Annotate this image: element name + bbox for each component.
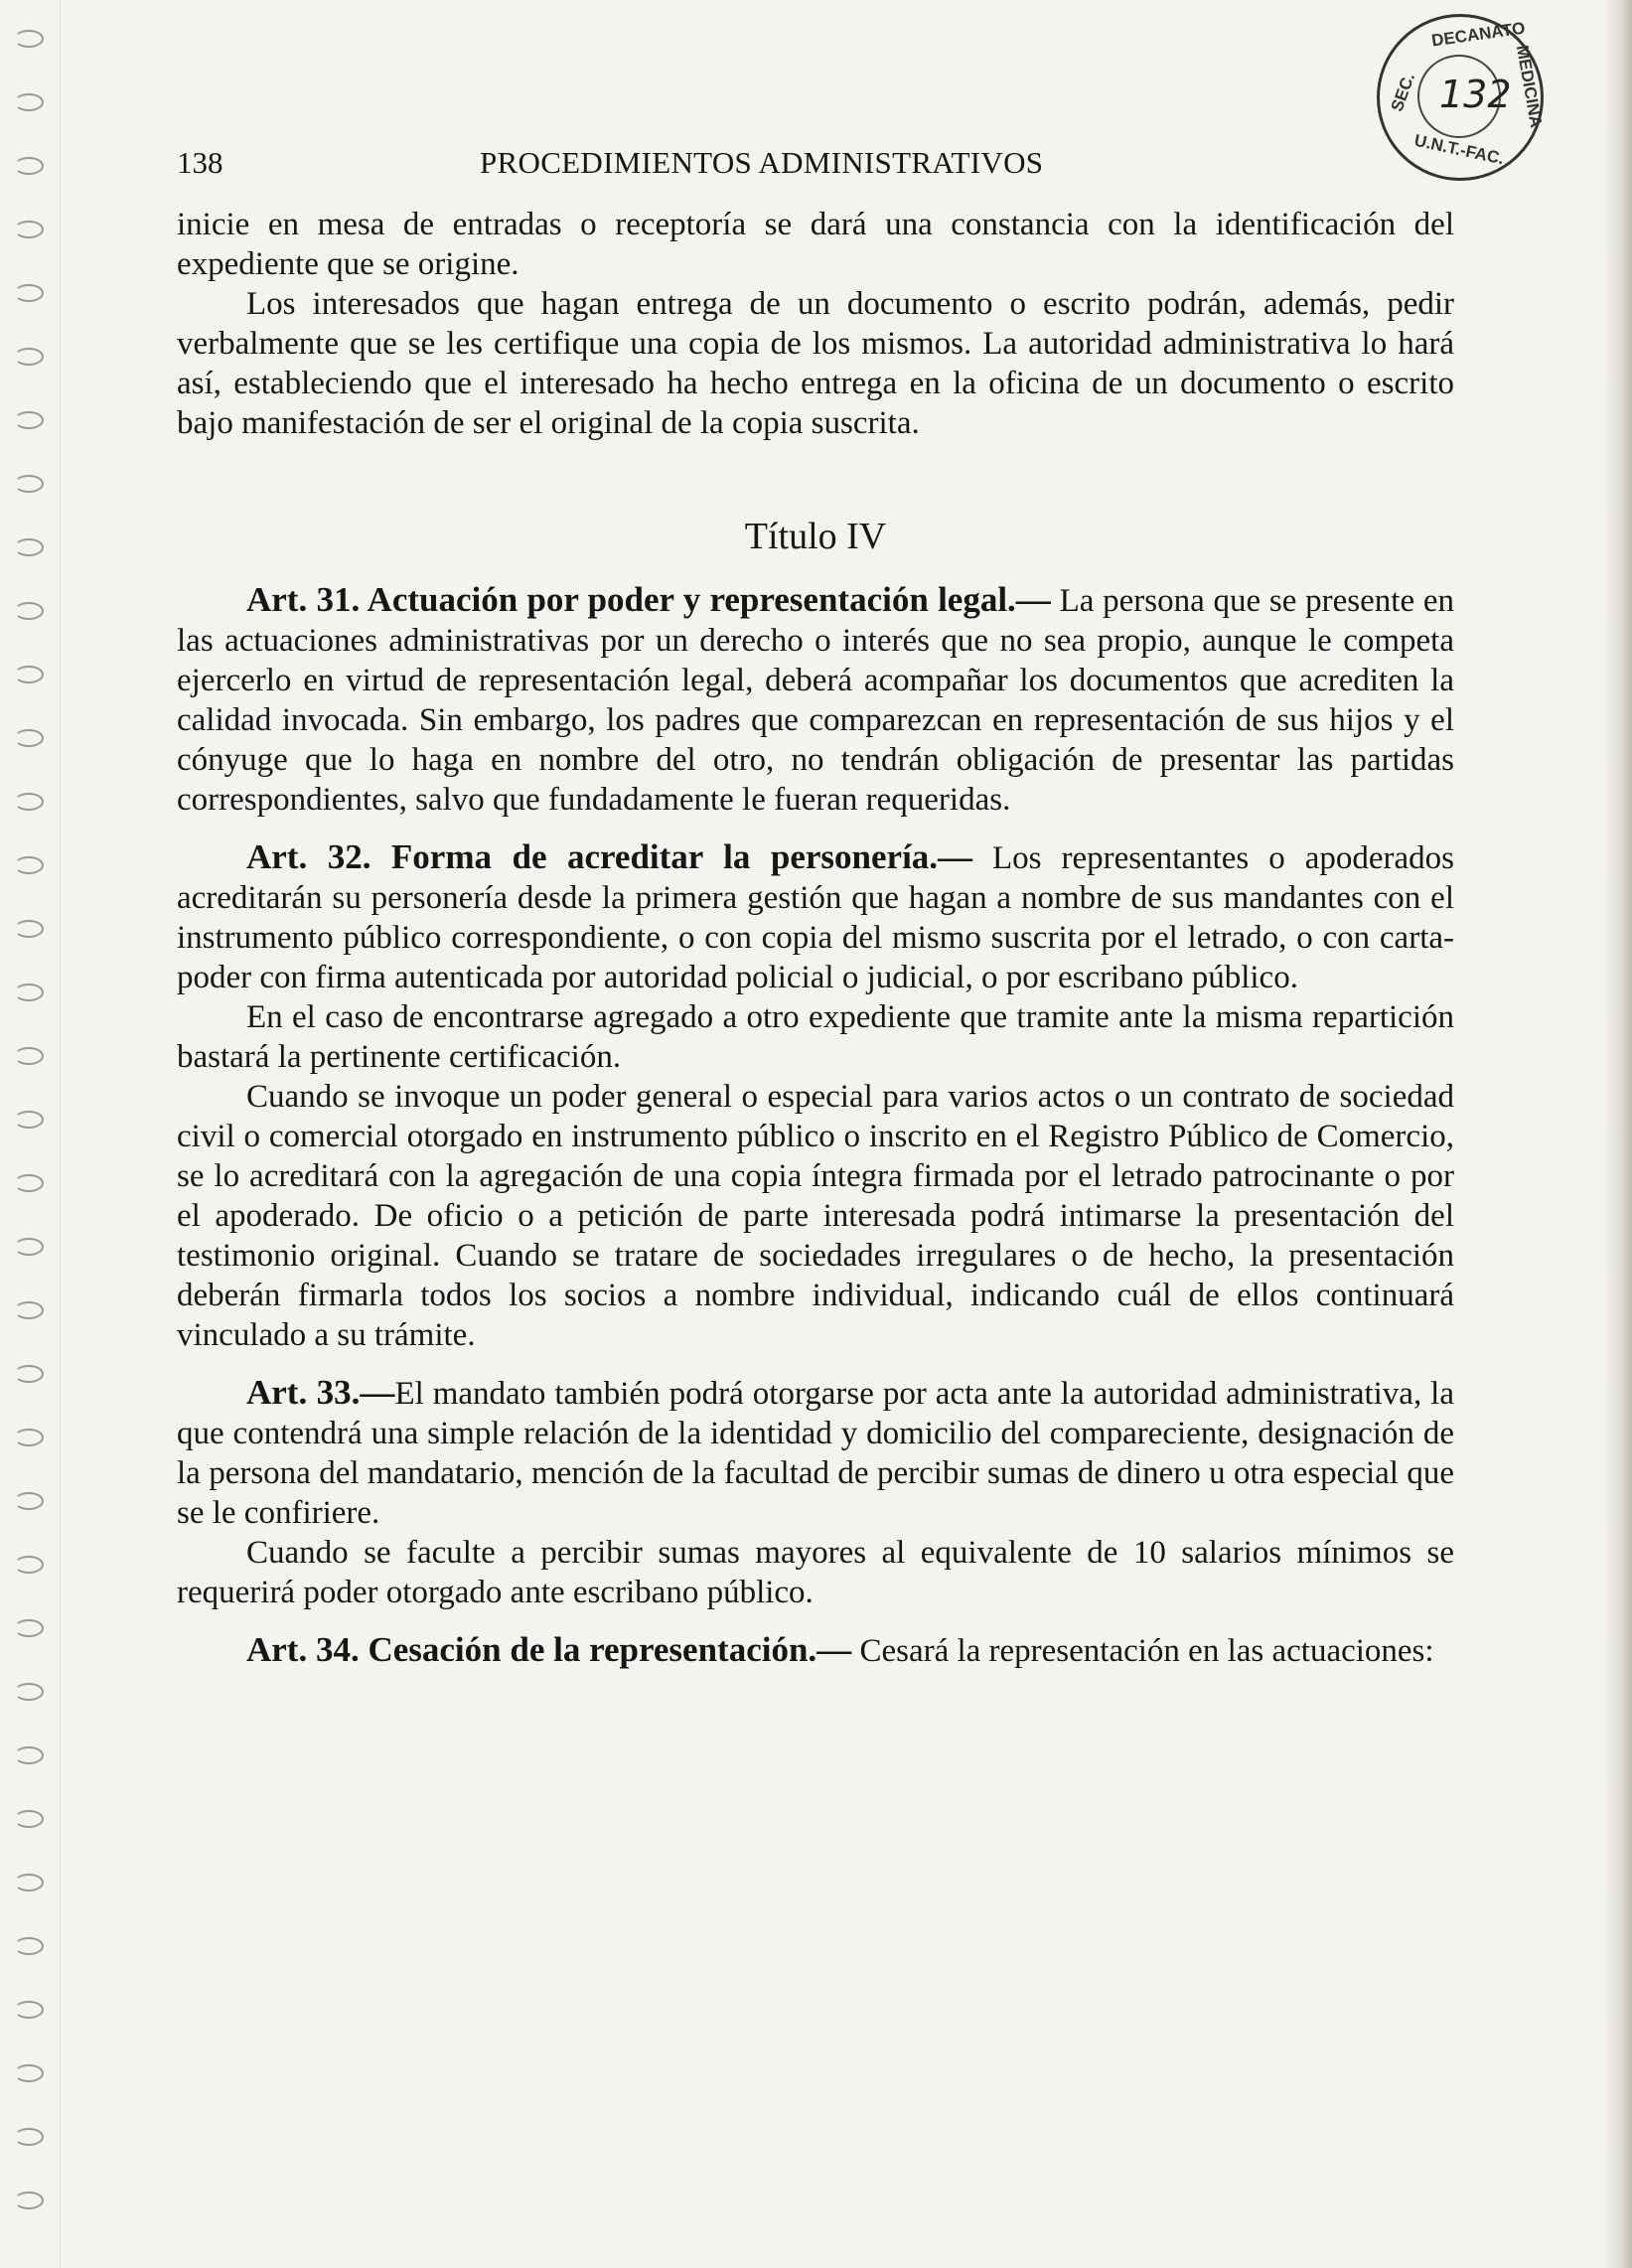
article-32 <box>177 837 1454 997</box>
stamp-right-text: MEDICINA <box>1512 43 1547 129</box>
article-31 <box>177 580 1454 820</box>
article-heading: Art. 33.— <box>246 1373 395 1412</box>
binding-ring <box>14 2001 44 2019</box>
running-title: PROCEDIMIENTOS ADMINISTRATIVOS <box>480 145 1044 180</box>
stamp-handwritten-number: 132 <box>1439 73 1512 116</box>
binding-ring <box>14 1937 44 1955</box>
page-number: 138 <box>177 145 223 180</box>
binding-ring <box>14 602 44 620</box>
binding-ring <box>14 1619 44 1637</box>
paragraph-continuation: inicie en mesa de entradas o receptoría se dará una constancia con la identificación del expediente que se origine. <box>177 207 1454 282</box>
page-edge-shadow <box>1604 0 1632 2268</box>
article-text: El mandato también podrá otorgarse por acta ante la autoridad administrativa, la que contendrá una simple relación de la identidad y domicilio del compareciente, designación de la persona del mandatario, mención de la facultad de percibir sumas de dinero u otra especial que se le confiriere. <box>177 1376 1454 1531</box>
binding-ring <box>14 1683 44 1701</box>
binding-ring <box>14 221 44 238</box>
binding-ring <box>14 1365 44 1383</box>
binding-ring <box>14 729 44 747</box>
stamp-left-text: SEC. <box>1387 70 1419 114</box>
spiral-binding <box>0 0 61 2268</box>
binding-ring <box>14 93 44 111</box>
article-32-paragraph: En el caso de encontrarse agregado a otro expediente que tramite ante la misma repartición bastará la pertinente certificación. <box>177 999 1454 1075</box>
article-33 <box>177 1373 1454 1533</box>
article-heading: Art. 34. Cesación de la representación.— <box>246 1630 852 1669</box>
binding-ring <box>14 284 44 302</box>
paragraph: Los interesados que hagan entrega de un documento o escrito podrán, además, pedir verbalmente que se les certifique una copia de los mismos. La autoridad administrativa lo hará así, estableciendo que el interesado ha hecho entrega en la oficina de un documento o escrito bajo manifestación de ser el original de la copia suscrita. <box>177 286 1454 441</box>
binding-ring <box>14 1429 44 1446</box>
binding-ring <box>14 1874 44 1891</box>
article-32-paragraph: Cuando se invoque un poder general o especial para varios actos o un contrato de sociedad civil o comercial otorgado en instrumento público o inscrito en el Registro Público de Comercio, se lo acreditará con la agregación de una copia íntegra firmada por el letrado patrocinante o por el apoderado. De oficio o a petición de parte interesada podrá intimarse la presentación del testimonio original. Cuando se tratare de sociedades irregulares o de hecho, la presentación deberán firmarla todos los socios a nombre individual, indicando cuál de ellos continuará vinculado a su trámite. <box>177 1079 1454 1353</box>
binding-ring <box>14 1492 44 1510</box>
stamp-bottom-text: U.N.T.-FAC. <box>1412 130 1506 169</box>
binding-ring <box>14 1556 44 1574</box>
binding-ring <box>14 30 44 48</box>
section-title: Título IV <box>744 516 887 557</box>
article-text: La persona que se presente en las actuaciones administrativas por un derecho o interés que no sea propio, aunque le competa ejercerlo en virtud de representación legal, deberá acompañar los documentos que acrediten la calidad invocada. Sin embargo, los padres que comparezcan en representación de sus hijos y el cónyuge que lo haga en nombre del otro, no tendrán obligación de presentar las partidas correspondientes, salvo que fundadamente le fueran requeridas. <box>177 583 1455 818</box>
binding-ring <box>14 1746 44 1764</box>
stamp-top-text: DECANATO <box>1430 18 1527 51</box>
binding-ring <box>14 666 44 683</box>
article-text: Cesará la representación en las actuaciones: <box>851 1633 1434 1669</box>
binding-ring <box>14 1174 44 1192</box>
page-header <box>177 145 1458 189</box>
binding-ring <box>14 348 44 366</box>
binding-ring <box>14 1301 44 1319</box>
binding-ring <box>14 538 44 556</box>
article-33-paragraph: Cuando se faculte a percibir sumas mayores al equivalente de 10 salarios mínimos se requerirá poder otorgado ante escribano público. <box>177 1535 1454 1610</box>
binding-ring <box>14 920 44 938</box>
article-heading: Art. 32. Forma de acreditar la personería.— <box>246 837 973 876</box>
binding-ring <box>14 157 44 175</box>
binding-ring <box>14 2192 44 2209</box>
article-text: Los representantes o apoderados acreditarán su personería desde la primera gestión que hagan a nombre de sus mandantes con el instrumento público correspondiente, o con copia del mismo suscrita por el letrado, o con carta-poder con firma autenticada por autoridad policial o judicial, o por escribano público. <box>177 840 1454 995</box>
binding-ring <box>14 2128 44 2146</box>
article-heading: Art. 31. Actuación por poder y representación legal.— <box>246 580 1051 619</box>
binding-ring <box>14 856 44 874</box>
binding-ring <box>14 475 44 493</box>
binding-ring <box>14 793 44 811</box>
article-34 <box>177 1630 1454 1671</box>
binding-ring <box>14 1238 44 1256</box>
binding-ring <box>14 1047 44 1065</box>
binding-ring <box>14 1111 44 1129</box>
binding-ring <box>14 1810 44 1828</box>
binding-ring <box>14 2064 44 2082</box>
binding-ring <box>14 411 44 429</box>
binding-ring <box>14 983 44 1001</box>
page-body <box>177 205 1454 1671</box>
